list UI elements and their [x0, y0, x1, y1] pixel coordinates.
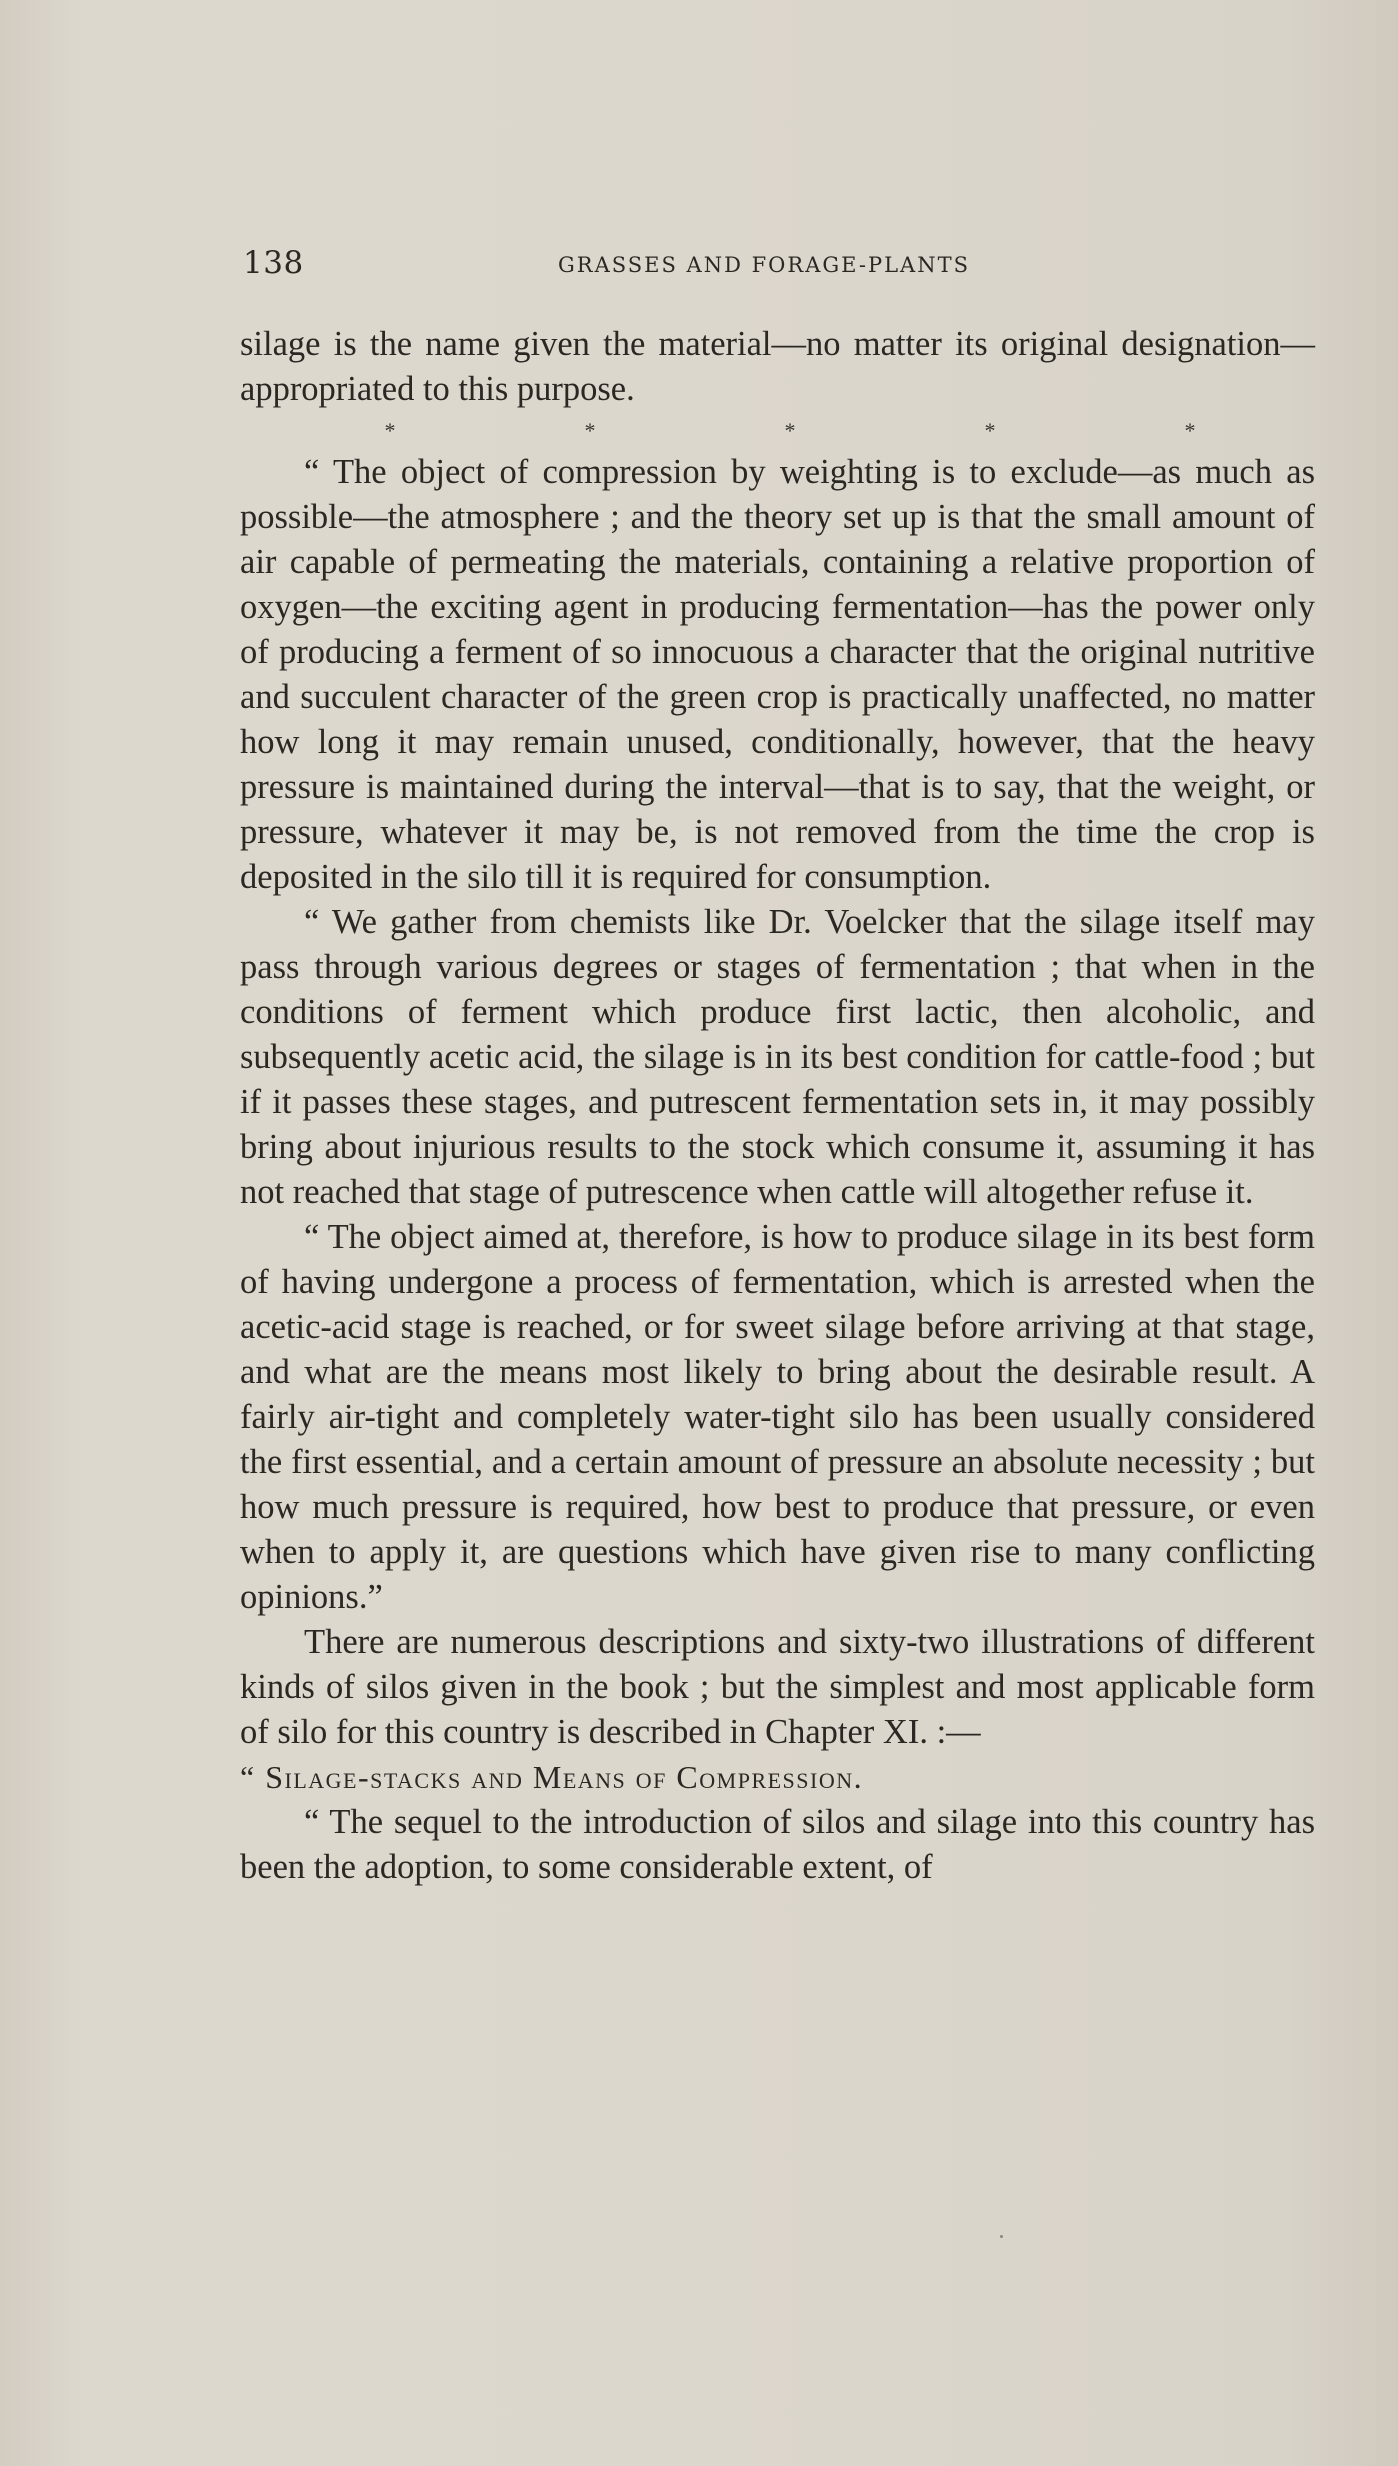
paragraph: “ We gather from chemists like Dr. Voelcker that the silage itself may pass through various degrees or stages of fermentation ; that when in the conditions of ferment which produce first lactic, then alcoholic, and subsequently acetic acid, the silage is in its best condition for cattle-food ; but if it passes these stages, and putrescent fermentation sets in, it may possibly bring about injurious results to the stock which consume it, assuming it has not reached that stage of putrescence when cattle will altogether refuse it. [240, 903, 1315, 1211]
paragraph: “ The sequel to the introduction of silos and silage into this country has been the adoption, to some considerable extent, of [240, 1803, 1315, 1886]
separator-star: * [384, 418, 396, 443]
separator-star: * [784, 418, 796, 443]
paragraph-continuation: silage is the name given the material—no matter its original designation—appropriated to this purpose. [240, 325, 1315, 408]
section-subheading: “ Silage-stacks and Means of Compression. [240, 1759, 864, 1795]
section-separator [240, 412, 1315, 450]
paragraph: “ The object aimed at, therefore, is how to produce silage in its best form of having undergone a process of fermentation, which is arrested when the acetic-acid stage is reached, or for sweet silage before arriving at that stage, and what are the means most likely to bring about the desirable result. A fairly air-tight and completely water-tight silo has been usually considered the first essential, and a certain amount of pressure an absolute necessity ; but how much pressure is required, how best to produce that pressure, or even when to apply it, are questions which have given rise to many conflicting opinions.” [240, 1218, 1315, 1616]
book-page [240, 0, 1315, 2466]
separator-star: * [1184, 418, 1196, 443]
paper-speck [1000, 2235, 1003, 2238]
separator-star: * [584, 418, 596, 443]
page-number: 138 [243, 245, 304, 281]
running-head: GRASSES AND FORAGE-PLANTS [558, 253, 970, 277]
body-text [240, 322, 1315, 1890]
page-header [240, 245, 1315, 285]
paragraph: “ The object of compression by weighting is to exclude—as much as possible—the atmosphere ; and the theory set up is that the small amount of air capable of permeating the materials, containing a relative proportion of oxygen—the exciting agent in producing fermentation—has the power only of producing a ferment of so innocuous a character that the original nutritive and succulent character of the green crop is practically unaffected, no matter how long it may remain unused, conditionally, however, that the heavy pressure is maintained during the interval—that is to say, that the weight, or pressure, whatever it may be, is not removed from the time the crop is deposited in the silo till it is required for consumption. [240, 453, 1315, 896]
separator-star: * [984, 418, 996, 443]
paragraph: There are numerous descriptions and sixty-two illustrations of different kinds of silos given in the book ; but the simplest and most applicable form of silo for this country is described in Chapter XI. :— [240, 1623, 1315, 1751]
